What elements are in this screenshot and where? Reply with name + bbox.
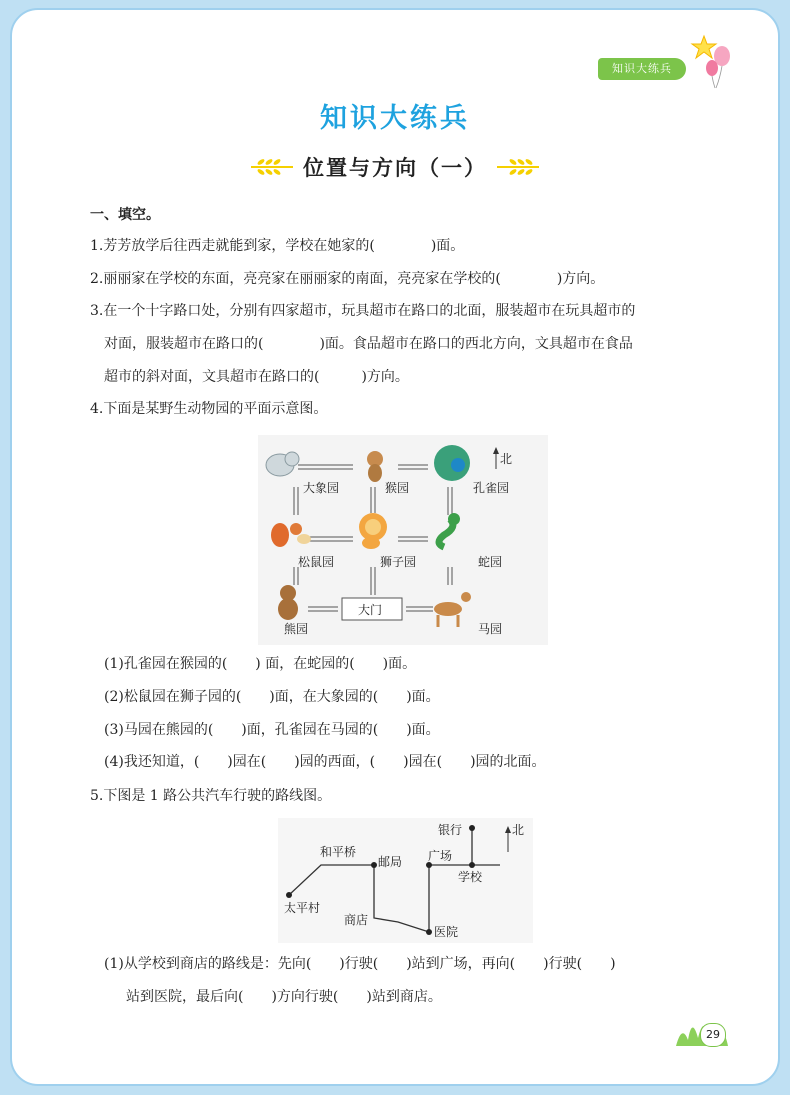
zoo-squirrel-label: 松鼠园 — [298, 555, 335, 569]
question-4-3: (3)马园在熊园的( )面，孔雀园在马园的( )面。 — [104, 722, 440, 738]
bear-icon — [278, 585, 298, 620]
question-3-line-3: 超市的斜对面，文具超市在路口的( )方向。 — [104, 369, 409, 385]
bus-square-label: 广场 — [428, 849, 453, 863]
page-number: 29 — [700, 1023, 726, 1047]
bus-taiping-label: 太平村 — [284, 901, 321, 915]
bus-school-label: 学校 — [458, 870, 483, 884]
question-2: 2.丽丽家在学校的东面，亮亮家在丽丽家的南面，亮亮家在学校的( )方向。 — [90, 271, 605, 287]
question-4-4: (4)我还知道，( )园在( )园的西面，( )园在( )园的北面。 — [104, 754, 546, 770]
peacock-icon — [434, 445, 470, 481]
zoo-horse-label: 马园 — [478, 622, 503, 636]
zoo-bear-label: 熊园 — [284, 622, 309, 636]
question-5-1-line-1: (1)从学校到商店的路线是：先向( )行驶( )站到广场，再向( )行驶( ) — [104, 956, 616, 972]
bus-north-label: 北 — [512, 823, 525, 837]
bus-hospital-label: 医院 — [434, 925, 459, 939]
question-3-line-1: 3.在一个十字路口处，分别有四家超市，玩具超市在路口的北面，服装超市在玩具超市的 — [90, 303, 636, 319]
question-3-line-2: 对面，服装超市在路口的( )面。食品超市在路口的西北方向，文具超市在食品 — [104, 336, 633, 352]
bus-post-label: 邮局 — [378, 855, 403, 869]
zoo-north-label: 北 — [500, 452, 513, 466]
wheat-right-icon — [495, 157, 541, 177]
zoo-map — [258, 435, 548, 645]
bus-route-map — [278, 818, 533, 943]
question-1: 1.芳芳放学后往西走就能到家，学校在她家的( )面。 — [90, 238, 465, 254]
zoo-peacock-label: 孔雀园 — [473, 481, 510, 495]
subtitle-banner — [245, 150, 545, 184]
question-5-1-line-2: 站到医院，最后向( )方向行驶( )站到商店。 — [126, 989, 442, 1005]
question-4-1: (1)孔雀园在猴园的( ) 面，在蛇园的( )面。 — [104, 656, 417, 672]
page-title: 知识大练兵 — [320, 103, 470, 134]
zoo-snake-label: 蛇园 — [478, 555, 503, 569]
wheat-left-icon — [249, 157, 295, 177]
section-tag: 知识大练兵 — [598, 58, 686, 80]
zoo-monkey-label: 猴园 — [385, 481, 410, 495]
bus-bank-label: 银行 — [438, 823, 463, 837]
question-4-2: (2)松鼠园在狮子园的( )面，在大象园的( )面。 — [104, 689, 440, 705]
zoo-elephant-label: 大象园 — [303, 481, 340, 495]
question-4: 4.下面是某野生动物园的平面示意图。 — [90, 401, 328, 417]
star-balloon-icon — [686, 30, 736, 92]
zoo-gate-label: 大门 — [358, 603, 383, 617]
zoo-lion-label: 狮子园 — [380, 555, 417, 569]
question-5: 5.下图是 1 路公共汽车行驶的路线图。 — [90, 788, 332, 804]
section-heading: 一、填空。 — [90, 207, 160, 223]
bus-shop-label: 商店 — [344, 913, 369, 927]
bus-heping-label: 和平桥 — [320, 845, 357, 859]
subtitle: 位置与方向（一） — [303, 156, 487, 180]
